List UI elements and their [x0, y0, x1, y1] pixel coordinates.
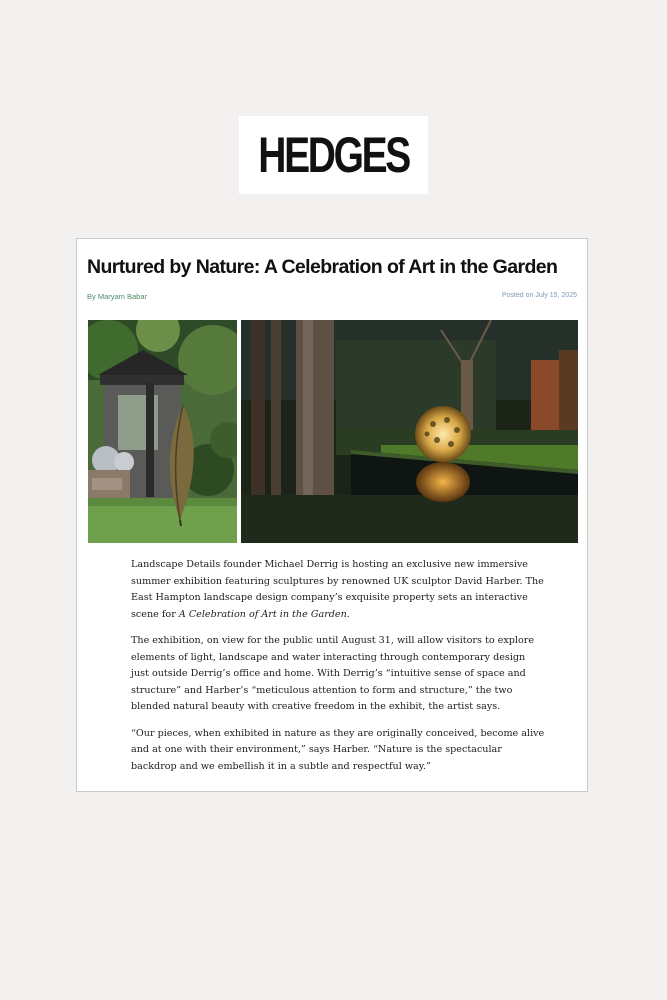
- logo-text: HEDGES: [258, 127, 409, 183]
- article-byline[interactable]: By Maryam Babar: [87, 292, 148, 301]
- paragraph-text: Landscape Details founder Michael Derrig is hosting an exclusive new immersive summer exhibition featuring sculptures by renowned UK sculptor David Harber. The East Hampton landscape design company’s exquisite property sets an interactive scene for: [131, 559, 544, 620]
- exhibition-title: A Celebration of Art in the Garden: [178, 608, 347, 620]
- article-posted-date: Posted on July 15, 2025: [501, 292, 577, 299]
- leaf-sculpture-image: [88, 320, 237, 543]
- article-headline: Nurtured by Nature: A Celebration of Art in the Garden: [87, 256, 558, 278]
- photo-illuminated-sphere: [241, 320, 578, 543]
- article-paragraph: The exhibition, on view for the public until August 31, will allow visitors to explore elements of light, landscape and water interacting through contemporary design just outside Derrig’s office and home. With Derrig’s “intuitive sense of space and structure” and Harber’s “meticulous attention to form and structure,” the two blended natural beauty with creative freedom in the exhibit, the artist says.: [131, 635, 535, 712]
- photo-leaf-sculpture: [88, 320, 237, 543]
- article-clipping: [76, 238, 588, 792]
- paragraph-text-end: .: [346, 608, 350, 620]
- article-paragraph: [131, 557, 546, 623]
- article-paragraph: “Our pieces, when exhibited in nature as they are originally conceived, become alive and at one with their environment,” says Harber. “Nature is the spectacular backdrop and we embellish it in a subtle and respectful way.”: [131, 727, 545, 772]
- illuminated-sphere-image: [241, 320, 578, 543]
- masthead-logo[interactable]: [239, 116, 428, 194]
- article-body: [131, 557, 546, 785]
